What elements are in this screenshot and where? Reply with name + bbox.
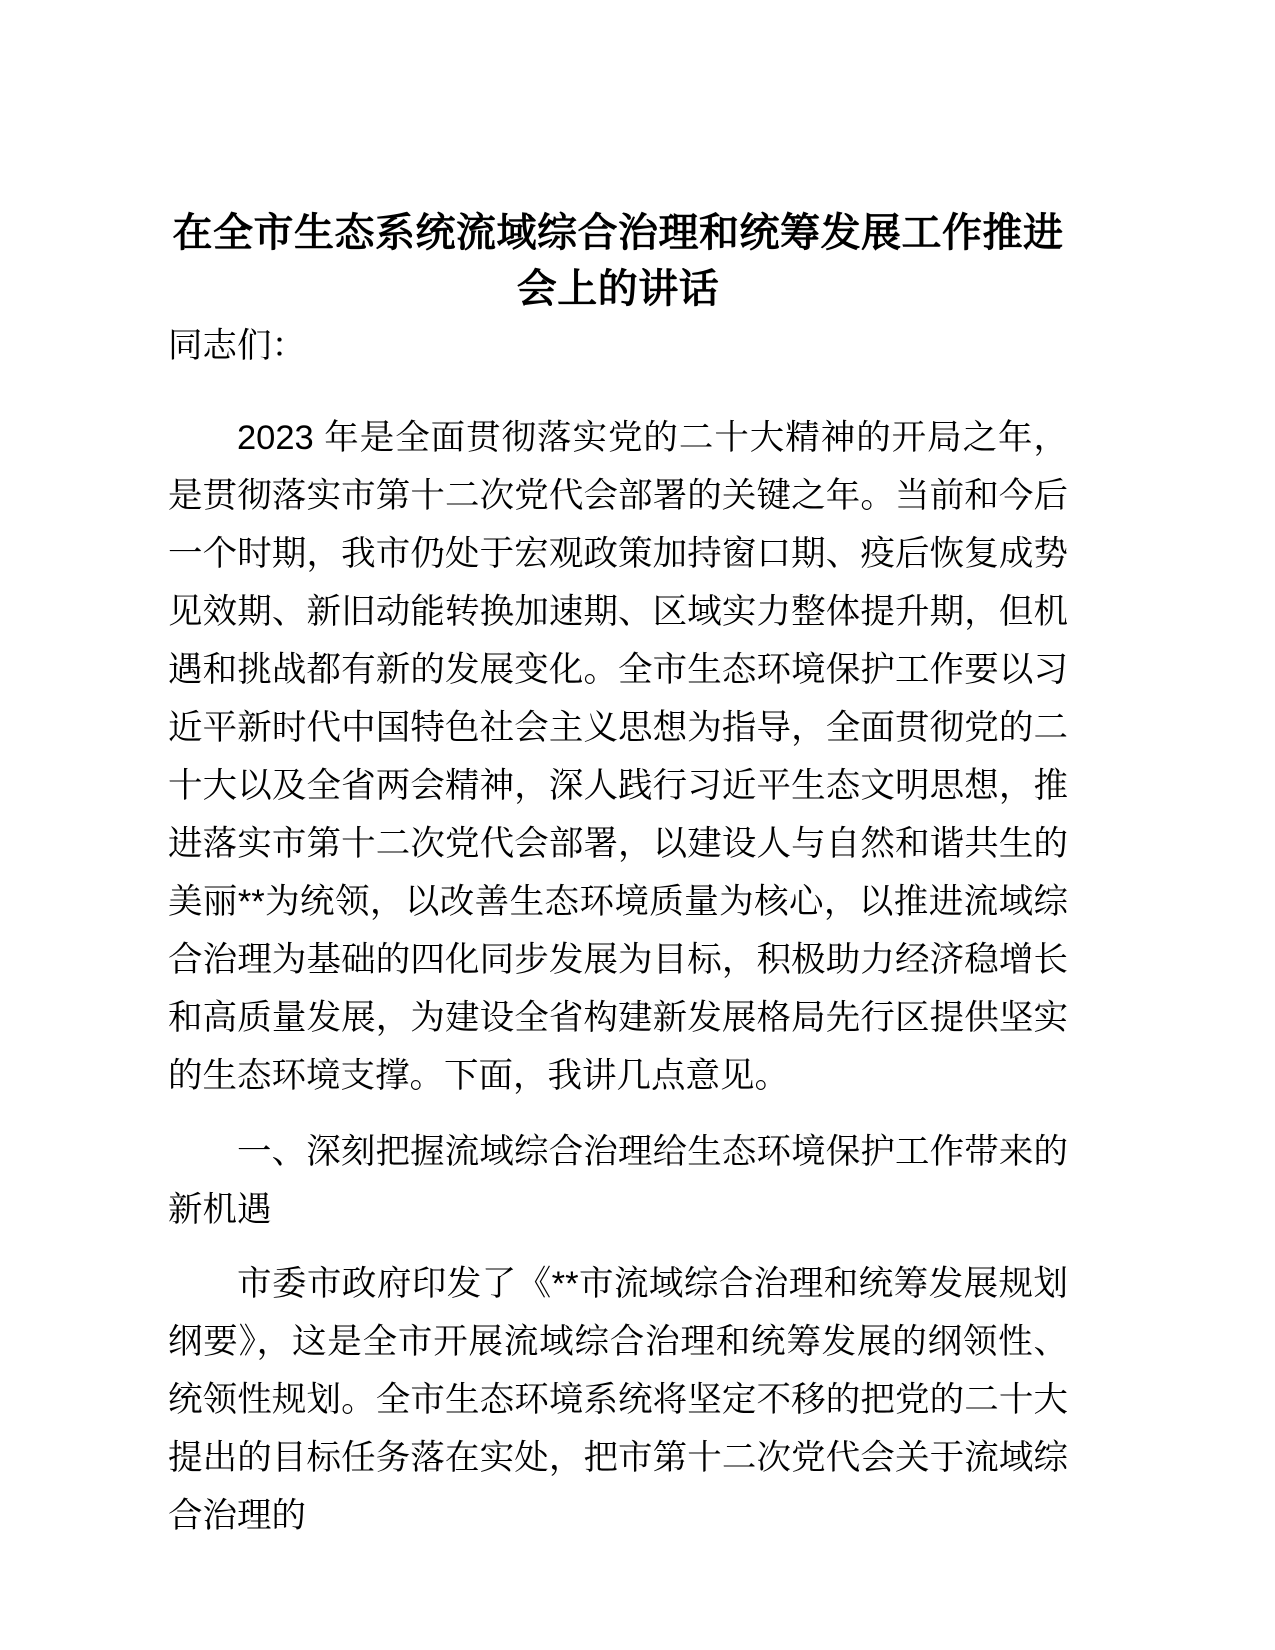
spacer-before-heading <box>168 1105 1068 1123</box>
spacer-after-heading <box>168 1239 1068 1255</box>
paragraph-opening: 2023 年是全面贯彻落实党的二十大精神的开局之年，是贯彻落实市第十二次党代会部署的关键之年。当前和今后一个时期，我市仍处于宏观政策加持窗口期、疫后恢复成势见效期、新旧动能转换加速期、区域实力整体提升期，但机遇和挑战都有新的发展变化。全市生态环境保护工作要以习近平新时代中国特色社会主义思想为指导，全面贯彻党的二十大以及全省两会精神，深人践行习近平生态文明思想，推进落实市第十二次党代会部署，以建设人与自然和谐共生的美丽**为统领，以改善生态环境质量为核心，以推进流域综合治理为基础的四化同步发展为目标，积极助力经济稳增长和高质量发展，为建设全省构建新发展格局先行区提供坚实的生态环境支撑。下面，我讲几点意见。 <box>168 419 1068 1095</box>
section-heading-one: 一、深刻把握流域综合治理给生态环境保护工作带来的新机遇 <box>168 1133 1068 1229</box>
paragraph-section-one-body: 市委市政府印发了《**市流域综合治理和统筹发展规划纲要》，这是全市开展流域综合治理和统筹发展的纲领性、统领性规划。全市生态环境系统将坚定不移的把党的二十大提出的目标任务落在实处，把市第十二次党代会关于流域综合治理的 <box>168 1265 1068 1535</box>
spacer-after-salutation <box>168 375 1068 409</box>
document-body <box>168 317 1068 1545</box>
page-title: 在全市生态系统流域综合治理和统筹发展工作推进会上的讲话 <box>172 211 1064 311</box>
salutation: 同志们： <box>168 327 306 365</box>
